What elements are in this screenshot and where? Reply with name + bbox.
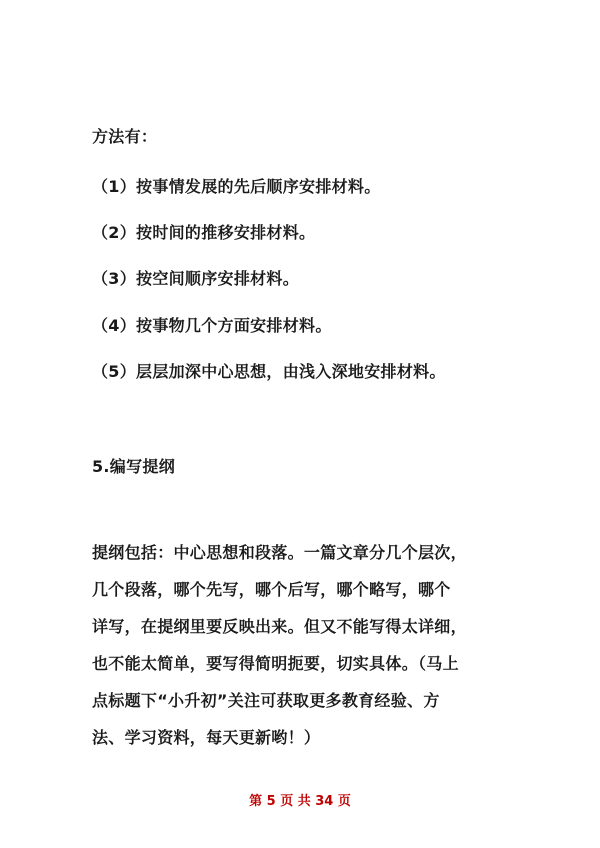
- paragraph-line: 几个段落，哪个先写，哪个后写，哪个略写，哪个: [92, 580, 451, 599]
- method-item-3: （3）按空间顺序安排材料。: [92, 269, 300, 288]
- paragraph-line: 法、学习资料，每天更新哟！）: [92, 728, 321, 747]
- method-item-4: （4）按事物几个方面安排材料。: [92, 316, 332, 335]
- method-item-2: （2）按时间的推移安排材料。: [92, 223, 316, 242]
- methods-heading: 方法有：: [92, 127, 158, 146]
- section-title: 5.编写提纲: [92, 457, 176, 476]
- outline-paragraph: [92, 543, 522, 765]
- method-item-5: （5）层层加深中心思想，由浅入深地安排材料。: [92, 362, 446, 381]
- paragraph-line: 提纲包括：中心思想和段落。一篇文章分几个层次，: [92, 543, 467, 562]
- paragraph-line: 点标题下“小升初”关注可获取更多教育经验、方: [92, 691, 440, 710]
- method-item-1: （1）按事情发展的先后顺序安排材料。: [92, 177, 381, 196]
- paragraph-line: 也不能太简单，要写得简明扼要，切实具体。（马上: [92, 654, 459, 673]
- page-number-footer: 第 5 页 共 34 页: [249, 794, 351, 809]
- paragraph-line: 详写，在提纲里要反映出来。但又不能写得太详细，: [92, 617, 467, 636]
